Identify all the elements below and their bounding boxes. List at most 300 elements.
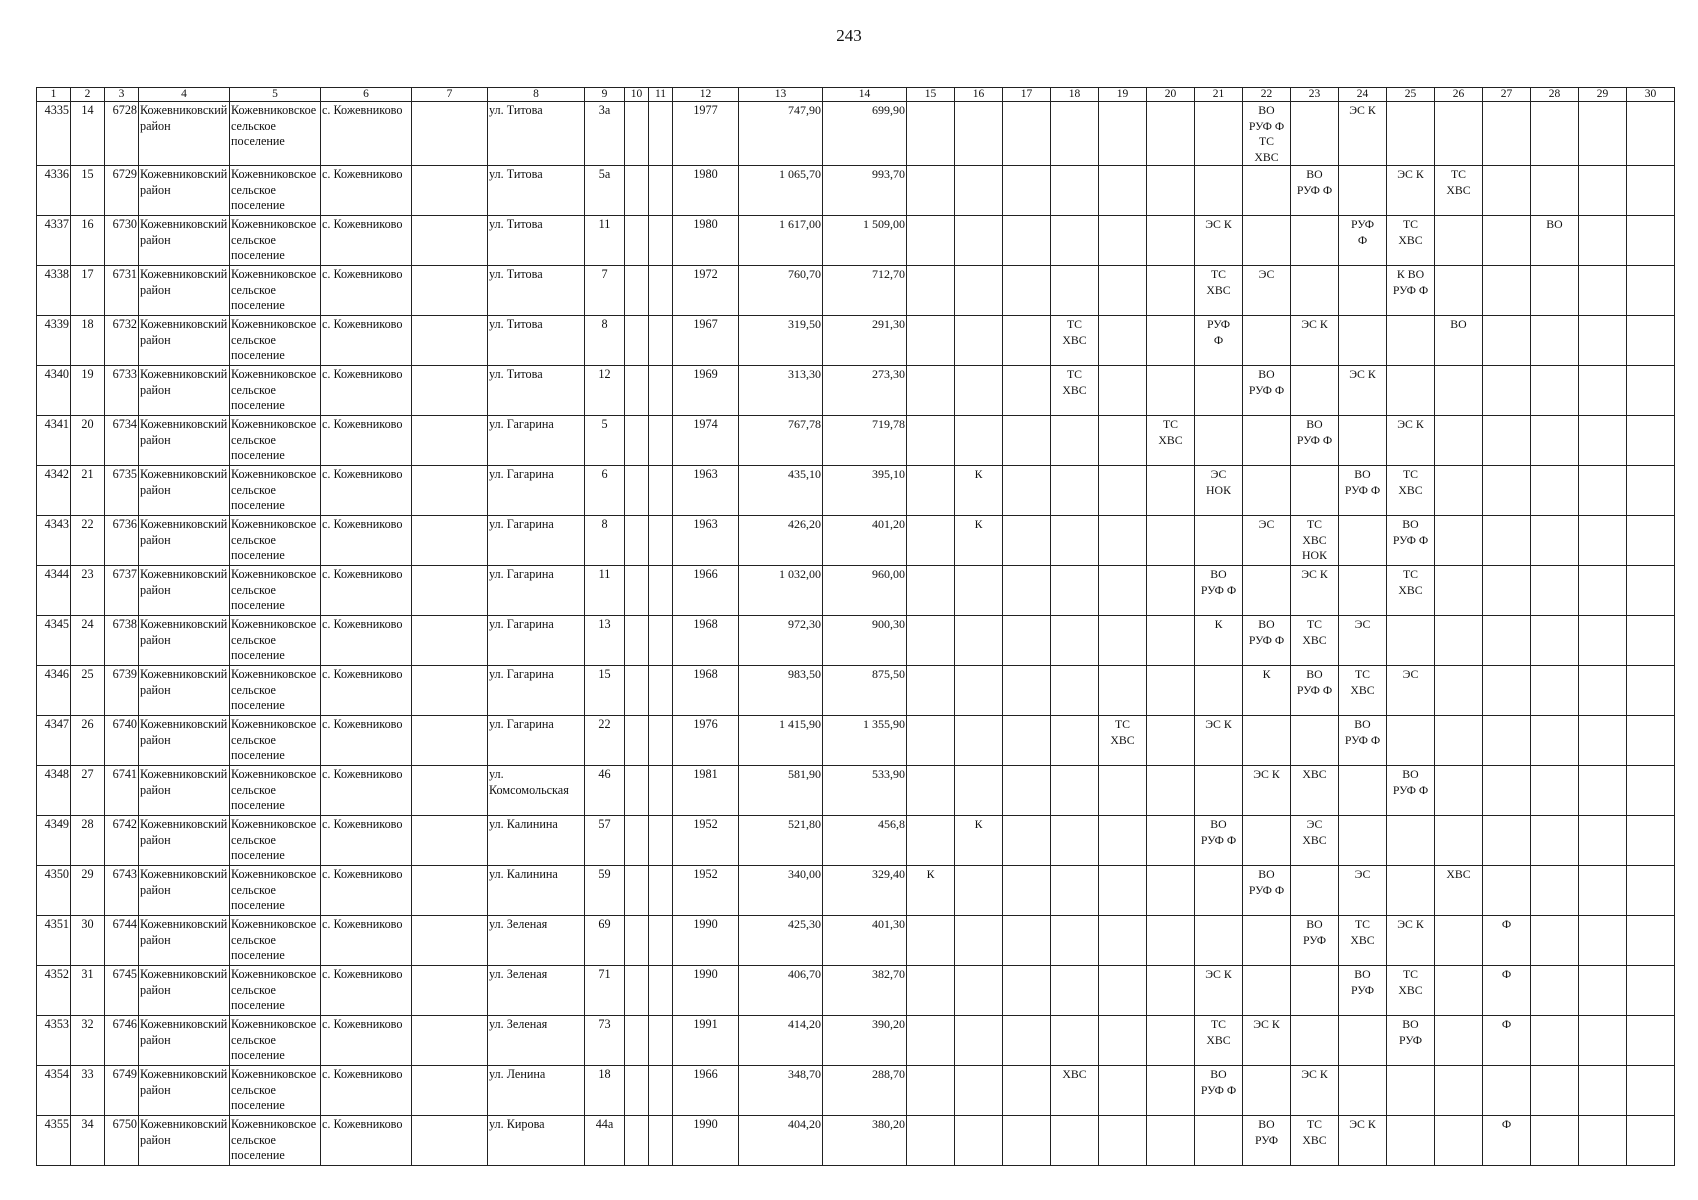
cell-col-25: ВО РУФ Ф	[1387, 766, 1435, 816]
cell-col-10	[625, 616, 649, 666]
cell-col-4: Кожевниковский район	[139, 366, 230, 416]
cell-col-14: 699,90	[823, 102, 907, 166]
cell-col-12: 1980	[673, 216, 739, 266]
cell-col-15: К	[907, 866, 955, 916]
cell-col-25: К ВО РУФ Ф	[1387, 266, 1435, 316]
cell-col-16	[955, 166, 1003, 216]
cell-col-17	[1003, 102, 1051, 166]
cell-col-23: ТС ХВС	[1291, 616, 1339, 666]
cell-col-7	[412, 966, 488, 1016]
cell-col-24	[1339, 416, 1387, 466]
cell-col-16	[955, 216, 1003, 266]
cell-col-29	[1579, 766, 1627, 816]
cell-col-25	[1387, 102, 1435, 166]
cell-col-15	[907, 216, 955, 266]
cell-col-13: 983,50	[739, 666, 823, 716]
cell-col-23: ТС ХВС	[1291, 1116, 1339, 1166]
column-header-29: 29	[1579, 88, 1627, 102]
cell-col-9: 11	[585, 566, 625, 616]
cell-col-6: с. Кожевниково	[321, 966, 412, 1016]
cell-col-9: 22	[585, 716, 625, 766]
cell-col-28	[1531, 1016, 1579, 1066]
cell-col-14: 1 509,00	[823, 216, 907, 266]
cell-col-3: 6736	[105, 516, 139, 566]
cell-col-26	[1435, 102, 1483, 166]
table-row	[37, 1116, 1675, 1166]
cell-col-12: 1968	[673, 616, 739, 666]
cell-col-8: ул. Гагарина	[488, 566, 585, 616]
cell-col-22	[1243, 1066, 1291, 1116]
cell-col-15	[907, 616, 955, 666]
cell-col-20	[1147, 316, 1195, 366]
cell-col-11	[649, 516, 673, 566]
cell-col-25	[1387, 1066, 1435, 1116]
cell-col-11	[649, 1016, 673, 1066]
cell-col-16	[955, 1116, 1003, 1166]
cell-col-27	[1483, 616, 1531, 666]
cell-col-26	[1435, 616, 1483, 666]
cell-col-12: 1952	[673, 816, 739, 866]
cell-col-8: ул. Комсомольская	[488, 766, 585, 816]
cell-col-9: 13	[585, 616, 625, 666]
cell-col-14: 288,70	[823, 1066, 907, 1116]
cell-col-14: 382,70	[823, 966, 907, 1016]
cell-col-21	[1195, 166, 1243, 216]
table-row	[37, 866, 1675, 916]
table-row	[37, 516, 1675, 566]
column-header-19: 19	[1099, 88, 1147, 102]
cell-col-8: ул. Гагарина	[488, 716, 585, 766]
cell-col-13: 340,00	[739, 866, 823, 916]
cell-col-17	[1003, 466, 1051, 516]
column-header-16: 16	[955, 88, 1003, 102]
cell-col-30	[1627, 516, 1675, 566]
cell-col-21: ВО РУФ Ф	[1195, 1066, 1243, 1116]
cell-col-26	[1435, 916, 1483, 966]
cell-col-17	[1003, 366, 1051, 416]
cell-col-10	[625, 966, 649, 1016]
cell-col-13: 319,50	[739, 316, 823, 366]
cell-col-24	[1339, 316, 1387, 366]
cell-col-27	[1483, 1066, 1531, 1116]
cell-col-9: 7	[585, 266, 625, 316]
cell-col-5: Кожевниковское сельское поселение	[230, 816, 321, 866]
cell-col-18	[1051, 616, 1099, 666]
cell-col-27	[1483, 716, 1531, 766]
cell-col-10	[625, 666, 649, 716]
cell-col-29	[1579, 1066, 1627, 1116]
cell-col-27	[1483, 766, 1531, 816]
cell-col-10	[625, 1116, 649, 1166]
cell-col-28	[1531, 916, 1579, 966]
cell-col-23: ЭС ХВС	[1291, 816, 1339, 866]
cell-col-14: 900,30	[823, 616, 907, 666]
cell-col-18	[1051, 916, 1099, 966]
cell-col-17	[1003, 566, 1051, 616]
cell-col-23	[1291, 102, 1339, 166]
table-row	[37, 416, 1675, 466]
cell-col-14: 960,00	[823, 566, 907, 616]
column-header-13: 13	[739, 88, 823, 102]
cell-col-14: 390,20	[823, 1016, 907, 1066]
cell-col-5: Кожевниковское сельское поселение	[230, 516, 321, 566]
cell-col-26	[1435, 516, 1483, 566]
cell-col-13: 760,70	[739, 266, 823, 316]
cell-col-9: 11	[585, 216, 625, 266]
cell-col-20	[1147, 166, 1195, 216]
cell-col-15	[907, 666, 955, 716]
cell-col-29	[1579, 466, 1627, 516]
cell-col-22: ВО РУФ Ф	[1243, 866, 1291, 916]
cell-col-26: ТС ХВС	[1435, 166, 1483, 216]
column-header-14: 14	[823, 88, 907, 102]
cell-col-26	[1435, 266, 1483, 316]
cell-col-15	[907, 166, 955, 216]
cell-col-28	[1531, 766, 1579, 816]
column-header-26: 26	[1435, 88, 1483, 102]
cell-col-12: 1980	[673, 166, 739, 216]
cell-col-24	[1339, 166, 1387, 216]
cell-col-25: ЭС К	[1387, 916, 1435, 966]
cell-col-17	[1003, 1016, 1051, 1066]
cell-col-11	[649, 216, 673, 266]
column-header-15: 15	[907, 88, 955, 102]
table-row	[37, 366, 1675, 416]
cell-col-17	[1003, 416, 1051, 466]
table-row	[37, 666, 1675, 716]
cell-col-2: 28	[71, 816, 105, 866]
cell-col-22: ЭС К	[1243, 766, 1291, 816]
cell-col-27: Ф	[1483, 916, 1531, 966]
cell-col-14: 719,78	[823, 416, 907, 466]
column-header-27: 27	[1483, 88, 1531, 102]
cell-col-12: 1963	[673, 466, 739, 516]
cell-col-1: 4347	[37, 716, 71, 766]
cell-col-1: 4345	[37, 616, 71, 666]
cell-col-3: 6729	[105, 166, 139, 216]
cell-col-10	[625, 816, 649, 866]
cell-col-28	[1531, 516, 1579, 566]
cell-col-8: ул. Зеленая	[488, 916, 585, 966]
cell-col-5: Кожевниковское сельское поселение	[230, 866, 321, 916]
cell-col-25	[1387, 816, 1435, 866]
column-header-28: 28	[1531, 88, 1579, 102]
cell-col-17	[1003, 516, 1051, 566]
cell-col-15	[907, 1066, 955, 1116]
cell-col-15	[907, 102, 955, 166]
cell-col-1: 4337	[37, 216, 71, 266]
cell-col-4: Кожевниковский район	[139, 616, 230, 666]
cell-col-7	[412, 816, 488, 866]
cell-col-21: ЭС К	[1195, 216, 1243, 266]
cell-col-22: ВО РУФ	[1243, 1116, 1291, 1166]
cell-col-3: 6735	[105, 466, 139, 516]
cell-col-16: К	[955, 466, 1003, 516]
cell-col-24: ВО РУФ	[1339, 966, 1387, 1016]
cell-col-22	[1243, 166, 1291, 216]
cell-col-22: ЭС	[1243, 266, 1291, 316]
cell-col-6: с. Кожевниково	[321, 1016, 412, 1066]
cell-col-12: 1952	[673, 866, 739, 916]
cell-col-10	[625, 266, 649, 316]
cell-col-13: 521,80	[739, 816, 823, 866]
cell-col-17	[1003, 1066, 1051, 1116]
cell-col-10	[625, 766, 649, 816]
cell-col-10	[625, 1066, 649, 1116]
cell-col-23: ЭС К	[1291, 316, 1339, 366]
cell-col-8: ул. Гагарина	[488, 666, 585, 716]
header-row	[37, 88, 1675, 102]
cell-col-15	[907, 916, 955, 966]
cell-col-15	[907, 766, 955, 816]
cell-col-30	[1627, 966, 1675, 1016]
cell-col-19	[1099, 102, 1147, 166]
cell-col-3: 6734	[105, 416, 139, 466]
cell-col-10	[625, 566, 649, 616]
cell-col-27	[1483, 366, 1531, 416]
cell-col-10	[625, 1016, 649, 1066]
cell-col-27	[1483, 666, 1531, 716]
cell-col-14: 380,20	[823, 1116, 907, 1166]
cell-col-23	[1291, 216, 1339, 266]
cell-col-16	[955, 616, 1003, 666]
cell-col-8: ул. Титова	[488, 216, 585, 266]
cell-col-26	[1435, 816, 1483, 866]
cell-col-5: Кожевниковское сельское поселение	[230, 716, 321, 766]
cell-col-25: ТС ХВС	[1387, 466, 1435, 516]
cell-col-22: ВО РУФ Ф ТС ХВС	[1243, 102, 1291, 166]
cell-col-25	[1387, 316, 1435, 366]
cell-col-11	[649, 316, 673, 366]
cell-col-15	[907, 1016, 955, 1066]
cell-col-22: ВО РУФ Ф	[1243, 366, 1291, 416]
cell-col-10	[625, 316, 649, 366]
cell-col-12: 1991	[673, 1016, 739, 1066]
cell-col-2: 21	[71, 466, 105, 516]
cell-col-21	[1195, 866, 1243, 916]
cell-col-11	[649, 816, 673, 866]
cell-col-2: 34	[71, 1116, 105, 1166]
cell-col-5: Кожевниковское сельское поселение	[230, 1066, 321, 1116]
cell-col-2: 29	[71, 866, 105, 916]
cell-col-1: 4355	[37, 1116, 71, 1166]
cell-col-1: 4349	[37, 816, 71, 866]
cell-col-20	[1147, 916, 1195, 966]
cell-col-25: ЭС	[1387, 666, 1435, 716]
cell-col-20	[1147, 616, 1195, 666]
cell-col-7	[412, 166, 488, 216]
cell-col-16	[955, 416, 1003, 466]
cell-col-24	[1339, 1066, 1387, 1116]
cell-col-7	[412, 102, 488, 166]
cell-col-11	[649, 266, 673, 316]
cell-col-6: с. Кожевниково	[321, 166, 412, 216]
cell-col-18	[1051, 1016, 1099, 1066]
cell-col-29	[1579, 866, 1627, 916]
cell-col-10	[625, 102, 649, 166]
cell-col-5: Кожевниковское сельское поселение	[230, 166, 321, 216]
cell-col-6: с. Кожевниково	[321, 1116, 412, 1166]
cell-col-17	[1003, 1116, 1051, 1166]
cell-col-12: 1967	[673, 316, 739, 366]
cell-col-22	[1243, 416, 1291, 466]
cell-col-2: 24	[71, 616, 105, 666]
cell-col-12: 1974	[673, 416, 739, 466]
cell-col-8: ул. Кирова	[488, 1116, 585, 1166]
cell-col-25	[1387, 866, 1435, 916]
cell-col-7	[412, 466, 488, 516]
cell-col-28	[1531, 566, 1579, 616]
cell-col-4: Кожевниковский район	[139, 466, 230, 516]
cell-col-23: ВО РУФ Ф	[1291, 666, 1339, 716]
cell-col-28	[1531, 1066, 1579, 1116]
cell-col-21: ВО РУФ Ф	[1195, 816, 1243, 866]
cell-col-8: ул. Гагарина	[488, 466, 585, 516]
cell-col-1: 4342	[37, 466, 71, 516]
cell-col-28	[1531, 166, 1579, 216]
cell-col-29	[1579, 266, 1627, 316]
cell-col-20	[1147, 516, 1195, 566]
table-row	[37, 916, 1675, 966]
cell-col-23: ЭС К	[1291, 1066, 1339, 1116]
cell-col-3: 6743	[105, 866, 139, 916]
cell-col-5: Кожевниковское сельское поселение	[230, 102, 321, 166]
column-header-2: 2	[71, 88, 105, 102]
column-header-18: 18	[1051, 88, 1099, 102]
cell-col-22: ВО РУФ Ф	[1243, 616, 1291, 666]
cell-col-15	[907, 716, 955, 766]
cell-col-18	[1051, 716, 1099, 766]
cell-col-21: ЭС НОК	[1195, 466, 1243, 516]
cell-col-17	[1003, 316, 1051, 366]
cell-col-2: 27	[71, 766, 105, 816]
cell-col-13: 426,20	[739, 516, 823, 566]
cell-col-1: 4339	[37, 316, 71, 366]
cell-col-1: 4354	[37, 1066, 71, 1116]
cell-col-20	[1147, 966, 1195, 1016]
cell-col-25: ЭС К	[1387, 166, 1435, 216]
cell-col-16	[955, 916, 1003, 966]
cell-col-3: 6733	[105, 366, 139, 416]
cell-col-21: ТС ХВС	[1195, 1016, 1243, 1066]
cell-col-1: 4340	[37, 366, 71, 416]
cell-col-19	[1099, 1016, 1147, 1066]
cell-col-25	[1387, 616, 1435, 666]
cell-col-16	[955, 566, 1003, 616]
cell-col-13: 1 032,00	[739, 566, 823, 616]
cell-col-20	[1147, 1016, 1195, 1066]
cell-col-28	[1531, 466, 1579, 516]
cell-col-7	[412, 266, 488, 316]
column-header-9: 9	[585, 88, 625, 102]
cell-col-29	[1579, 1016, 1627, 1066]
cell-col-20	[1147, 266, 1195, 316]
cell-col-8: ул. Титова	[488, 266, 585, 316]
cell-col-23: ТС ХВС НОК	[1291, 516, 1339, 566]
cell-col-18	[1051, 216, 1099, 266]
cell-col-7	[412, 916, 488, 966]
cell-col-26	[1435, 1116, 1483, 1166]
cell-col-15	[907, 266, 955, 316]
cell-col-17	[1003, 966, 1051, 1016]
table-body	[37, 102, 1675, 1166]
cell-col-9: 57	[585, 816, 625, 866]
cell-col-23: ВО РУФ Ф	[1291, 166, 1339, 216]
cell-col-2: 31	[71, 966, 105, 1016]
cell-col-6: с. Кожевниково	[321, 366, 412, 416]
column-header-21: 21	[1195, 88, 1243, 102]
cell-col-13: 425,30	[739, 916, 823, 966]
cell-col-9: 5а	[585, 166, 625, 216]
cell-col-30	[1627, 916, 1675, 966]
cell-col-9: 6	[585, 466, 625, 516]
cell-col-20	[1147, 816, 1195, 866]
cell-col-5: Кожевниковское сельское поселение	[230, 216, 321, 266]
cell-col-8: ул. Зеленая	[488, 966, 585, 1016]
cell-col-27	[1483, 466, 1531, 516]
cell-col-8: ул. Гагарина	[488, 416, 585, 466]
cell-col-1: 4346	[37, 666, 71, 716]
cell-col-5: Кожевниковское сельское поселение	[230, 966, 321, 1016]
cell-col-20	[1147, 1116, 1195, 1166]
cell-col-21	[1195, 1116, 1243, 1166]
cell-col-12: 1966	[673, 566, 739, 616]
cell-col-27	[1483, 866, 1531, 916]
cell-col-1: 4336	[37, 166, 71, 216]
cell-col-6: с. Кожевниково	[321, 716, 412, 766]
cell-col-9: 12	[585, 366, 625, 416]
column-header-3: 3	[105, 88, 139, 102]
cell-col-5: Кожевниковское сельское поселение	[230, 266, 321, 316]
cell-col-21: К	[1195, 616, 1243, 666]
cell-col-16	[955, 266, 1003, 316]
cell-col-17	[1003, 716, 1051, 766]
cell-col-7	[412, 1116, 488, 1166]
column-header-10: 10	[625, 88, 649, 102]
cell-col-19: ТС ХВС	[1099, 716, 1147, 766]
cell-col-15	[907, 366, 955, 416]
cell-col-17	[1003, 266, 1051, 316]
cell-col-25: ВО РУФ	[1387, 1016, 1435, 1066]
cell-col-17	[1003, 766, 1051, 816]
cell-col-19	[1099, 466, 1147, 516]
cell-col-18	[1051, 516, 1099, 566]
cell-col-10	[625, 866, 649, 916]
cell-col-30	[1627, 666, 1675, 716]
cell-col-7	[412, 866, 488, 916]
cell-col-9: 3а	[585, 102, 625, 166]
cell-col-6: с. Кожевниково	[321, 102, 412, 166]
cell-col-19	[1099, 1066, 1147, 1116]
cell-col-2: 18	[71, 316, 105, 366]
cell-col-26	[1435, 466, 1483, 516]
cell-col-19	[1099, 616, 1147, 666]
cell-col-26: ХВС	[1435, 866, 1483, 916]
cell-col-29	[1579, 616, 1627, 666]
cell-col-2: 32	[71, 1016, 105, 1066]
cell-col-9: 69	[585, 916, 625, 966]
cell-col-9: 8	[585, 316, 625, 366]
cell-col-30	[1627, 416, 1675, 466]
cell-col-2: 25	[71, 666, 105, 716]
table-row	[37, 616, 1675, 666]
cell-col-14: 712,70	[823, 266, 907, 316]
cell-col-17	[1003, 916, 1051, 966]
cell-col-15	[907, 566, 955, 616]
cell-col-30	[1627, 1066, 1675, 1116]
cell-col-24: ВО РУФ Ф	[1339, 716, 1387, 766]
cell-col-29	[1579, 216, 1627, 266]
